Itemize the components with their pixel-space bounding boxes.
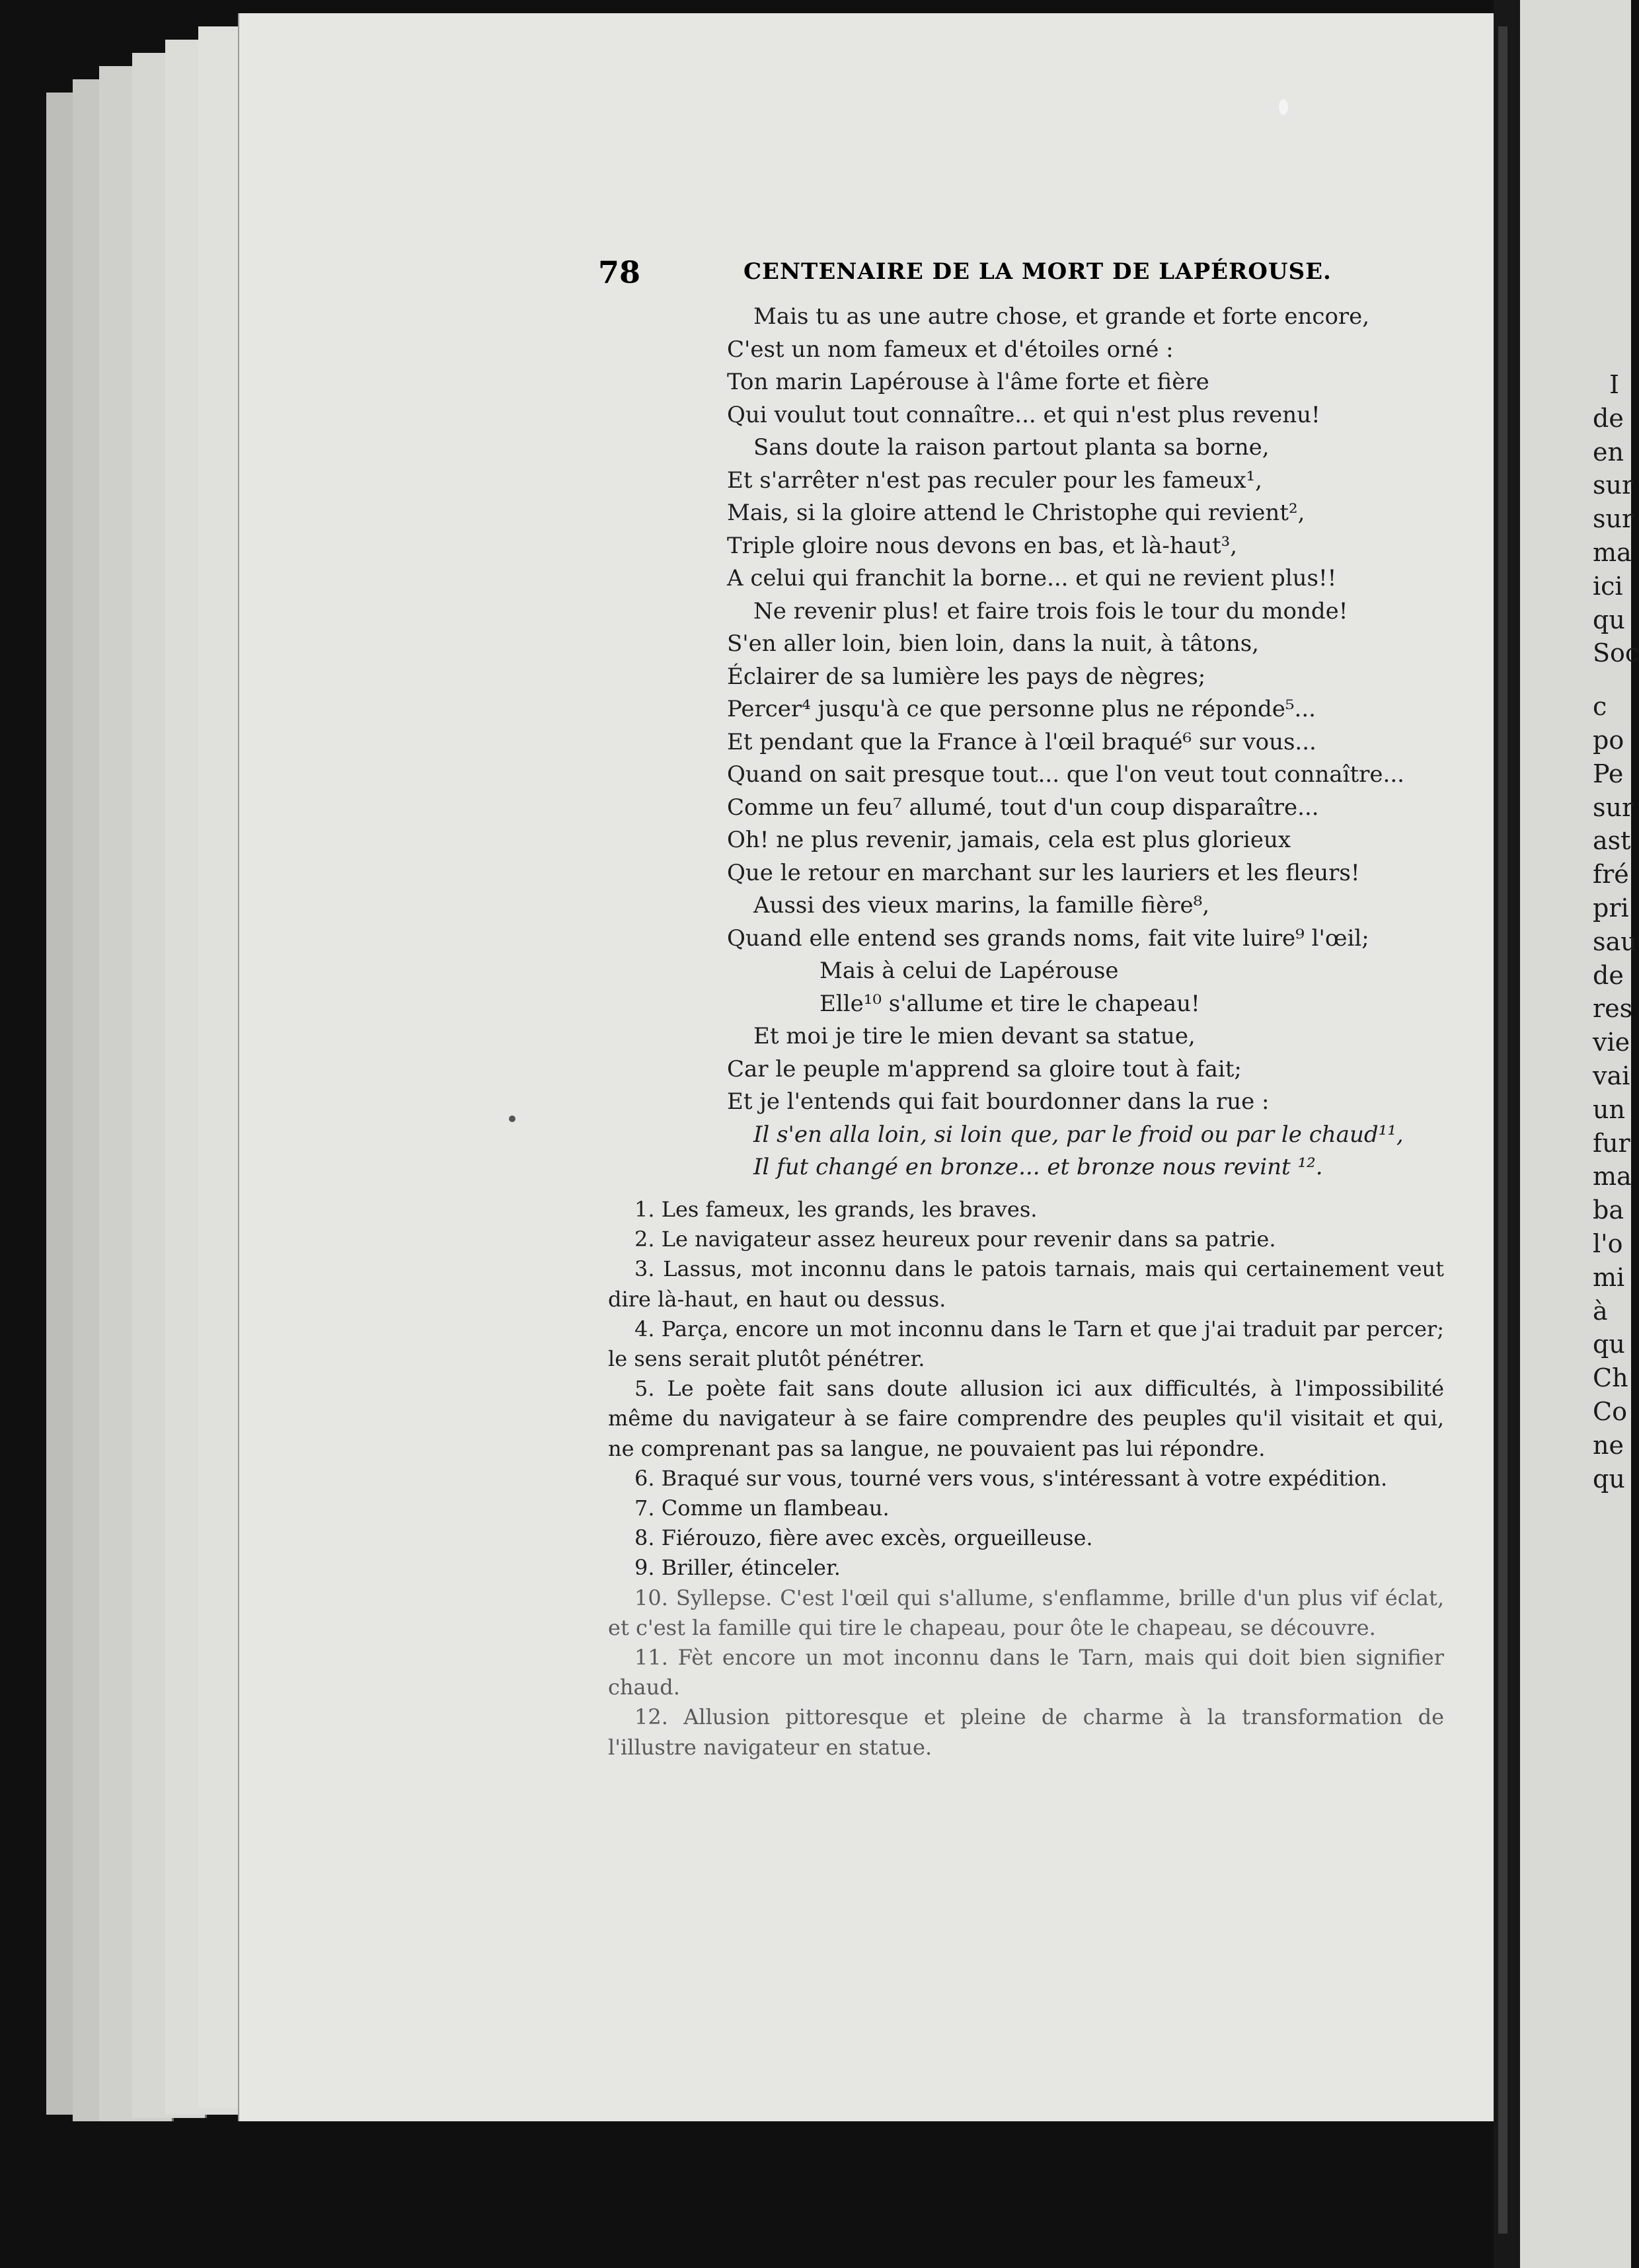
ink-speck bbox=[509, 1115, 515, 1122]
poem-line: Car le peuple m'apprend sa gloire tout à fait; bbox=[727, 1055, 1242, 1082]
poem-line: Elle¹⁰ s'allume et tire le chapeau! bbox=[820, 990, 1200, 1017]
facing-page-text: ici bbox=[1593, 571, 1623, 601]
facing-page-text: sau bbox=[1593, 926, 1637, 956]
poem-line: Quand on sait presque tout... que l'on veut tout connaître... bbox=[727, 761, 1404, 788]
footnote: 3. Lassus, mot inconnu dans le patois tarnais, mais qui certainement veut dire là-haut, en haut ou dessus. bbox=[608, 1256, 1444, 1312]
footnote: 11. Fèt encore un mot inconnu dans le Tarn, mais qui doit bien signifier chaud. bbox=[608, 1645, 1444, 1700]
footnotes bbox=[608, 1195, 1444, 1762]
running-title: CENTENAIRE DE LA MORT DE LAPÉROUSE. bbox=[743, 258, 1332, 285]
facing-page-text: vai bbox=[1593, 1061, 1630, 1090]
poem-line: Et moi je tire le mien devant sa statue, bbox=[753, 1023, 1196, 1049]
footnote: 8. Fiérouzo, fière avec excès, orgueilleuse. bbox=[634, 1525, 1093, 1551]
poem-line: Percer⁴ jusqu'à ce que personne plus ne réponde⁵... bbox=[727, 696, 1316, 722]
footnote: 9. Briller, étinceler. bbox=[634, 1555, 841, 1581]
facing-page-text: ma bbox=[1593, 538, 1632, 567]
poem-line: Mais, si la gloire attend le Christophe qui revient², bbox=[727, 500, 1305, 526]
facing-page-text: Co bbox=[1593, 1397, 1627, 1426]
facing-page-text: fur bbox=[1593, 1128, 1630, 1158]
facing-page-text: c bbox=[1593, 692, 1607, 722]
facing-page-text: qu bbox=[1593, 1330, 1625, 1359]
facing-page-text: po bbox=[1593, 726, 1624, 755]
facing-page-text: sur bbox=[1593, 504, 1634, 534]
poem-line: Ne revenir plus! et faire trois fois le tour du monde! bbox=[753, 597, 1348, 624]
footnote: 1. Les fameux, les grands, les braves. bbox=[634, 1197, 1038, 1222]
facing-page-text: qu bbox=[1593, 1464, 1625, 1493]
poem-line: Il s'en alla loin, si loin que, par le froid ou par le chaud¹¹, bbox=[753, 1121, 1404, 1148]
binding-line bbox=[1498, 26, 1507, 2234]
poem-line: Ton marin Lapérouse à l'âme forte et fière bbox=[727, 369, 1209, 395]
light-speck bbox=[1279, 99, 1288, 115]
poem-line: Quand elle entend ses grands noms, fait vite luire⁹ l'œil; bbox=[727, 925, 1369, 952]
page-number: 78 bbox=[598, 254, 641, 290]
poem-line: Que le retour en marchant sur les lauriers et les fleurs! bbox=[727, 859, 1360, 886]
footnote: 12. Allusion pittoresque et pleine de charme à la transformation de l'illustre navigateur en statue. bbox=[608, 1704, 1444, 1760]
facing-page-text: Pe bbox=[1593, 759, 1624, 788]
poem-line: Aussi des vieux marins, la famille fière⁸, bbox=[753, 892, 1210, 919]
poem-line: Il fut changé en bronze... et bronze nous revint ¹². bbox=[753, 1154, 1323, 1180]
poem-line: Et s'arrêter n'est pas reculer pour les fameux¹, bbox=[727, 467, 1262, 494]
poem-line: A celui qui franchit la borne... et qui ne revient plus!! bbox=[727, 565, 1337, 591]
poem-line: S'en aller loin, bien loin, dans la nuit, à tâtons, bbox=[727, 630, 1259, 657]
facing-page-text: qu bbox=[1593, 605, 1625, 634]
poem-line: Comme un feu⁷ allumé, tout d'un coup disparaître... bbox=[727, 794, 1319, 821]
facing-page-text: sur bbox=[1593, 471, 1634, 500]
facing-page-text: de bbox=[1593, 960, 1624, 990]
facing-page-text: sur bbox=[1593, 792, 1634, 822]
poem-line: Éclairer de sa lumière les pays de nègres; bbox=[727, 663, 1206, 690]
footnote: 4. Parça, encore un mot inconnu dans le Tarn et que j'ai traduit par percer; le sens serait plutôt pénétrer. bbox=[608, 1316, 1444, 1372]
footnote: 10. Syllepse. C'est l'œil qui s'allume, s'enflamme, brille d'un plus vif éclat, et c'est la famille qui tire le chapeau, pour ôte le chapeau, se découvre. bbox=[608, 1585, 1444, 1640]
page-header bbox=[598, 254, 1457, 294]
facing-page-text: res bbox=[1593, 994, 1633, 1024]
facing-page-text: à bbox=[1593, 1296, 1608, 1326]
poem-line: C'est un nom fameux et d'étoiles orné : bbox=[727, 336, 1174, 363]
footnote: 6. Braqué sur vous, tourné vers vous, s'intéressant à votre expédition. bbox=[634, 1465, 1388, 1491]
facing-page-text: ba bbox=[1593, 1195, 1624, 1225]
poem-block bbox=[727, 301, 1454, 1184]
footnote: 5. Le poète fait sans doute allusion ici aux difficultés, à l'impossibilité même du navigateur à se faire comprendre des peuples qu'il visitait et qui, ne comprenant pas sa langue, ne pouvaient pas lui répondre. bbox=[608, 1376, 1444, 1461]
facing-page-text: fré bbox=[1593, 860, 1629, 889]
facing-page-text: I bbox=[1609, 370, 1620, 399]
facing-page-text: un bbox=[1593, 1094, 1625, 1124]
facing-page-text: pri bbox=[1593, 893, 1629, 923]
facing-page-text: de bbox=[1593, 403, 1624, 433]
facing-page-text: l'o bbox=[1593, 1229, 1623, 1258]
poem-line: Triple gloire nous devons en bas, et là-haut³, bbox=[727, 532, 1238, 559]
facing-page-text: Soc bbox=[1593, 638, 1639, 668]
poem-line: Et pendant que la France à l'œil braqué⁶ sur vous... bbox=[727, 728, 1316, 755]
facing-page-text: mi bbox=[1593, 1262, 1625, 1292]
facing-page-text: en bbox=[1593, 437, 1624, 467]
facing-page-text: ast bbox=[1593, 826, 1631, 856]
facing-page-text: ne bbox=[1593, 1430, 1624, 1460]
facing-page-text: ma bbox=[1593, 1162, 1632, 1191]
poem-line: Oh! ne plus revenir, jamais, cela est plus glorieux bbox=[727, 827, 1291, 853]
poem-line: Mais à celui de Lapérouse bbox=[820, 958, 1119, 984]
facing-page bbox=[1520, 0, 1639, 2268]
facing-page-text: Ch bbox=[1593, 1363, 1628, 1393]
poem-line: Et je l'entends qui fait bourdonner dans la rue : bbox=[727, 1088, 1270, 1115]
facing-page-text: vie bbox=[1593, 1028, 1630, 1057]
poem-line: Sans doute la raison partout planta sa borne, bbox=[753, 434, 1270, 461]
poem-line: Qui voulut tout connaître... et qui n'est plus revenu! bbox=[727, 401, 1320, 428]
footnote: 2. Le navigateur assez heureux pour revenir dans sa patrie. bbox=[634, 1227, 1276, 1252]
footnote: 7. Comme un flambeau. bbox=[634, 1495, 890, 1521]
poem-line: Mais tu as une autre chose, et grande et forte encore, bbox=[753, 303, 1370, 330]
